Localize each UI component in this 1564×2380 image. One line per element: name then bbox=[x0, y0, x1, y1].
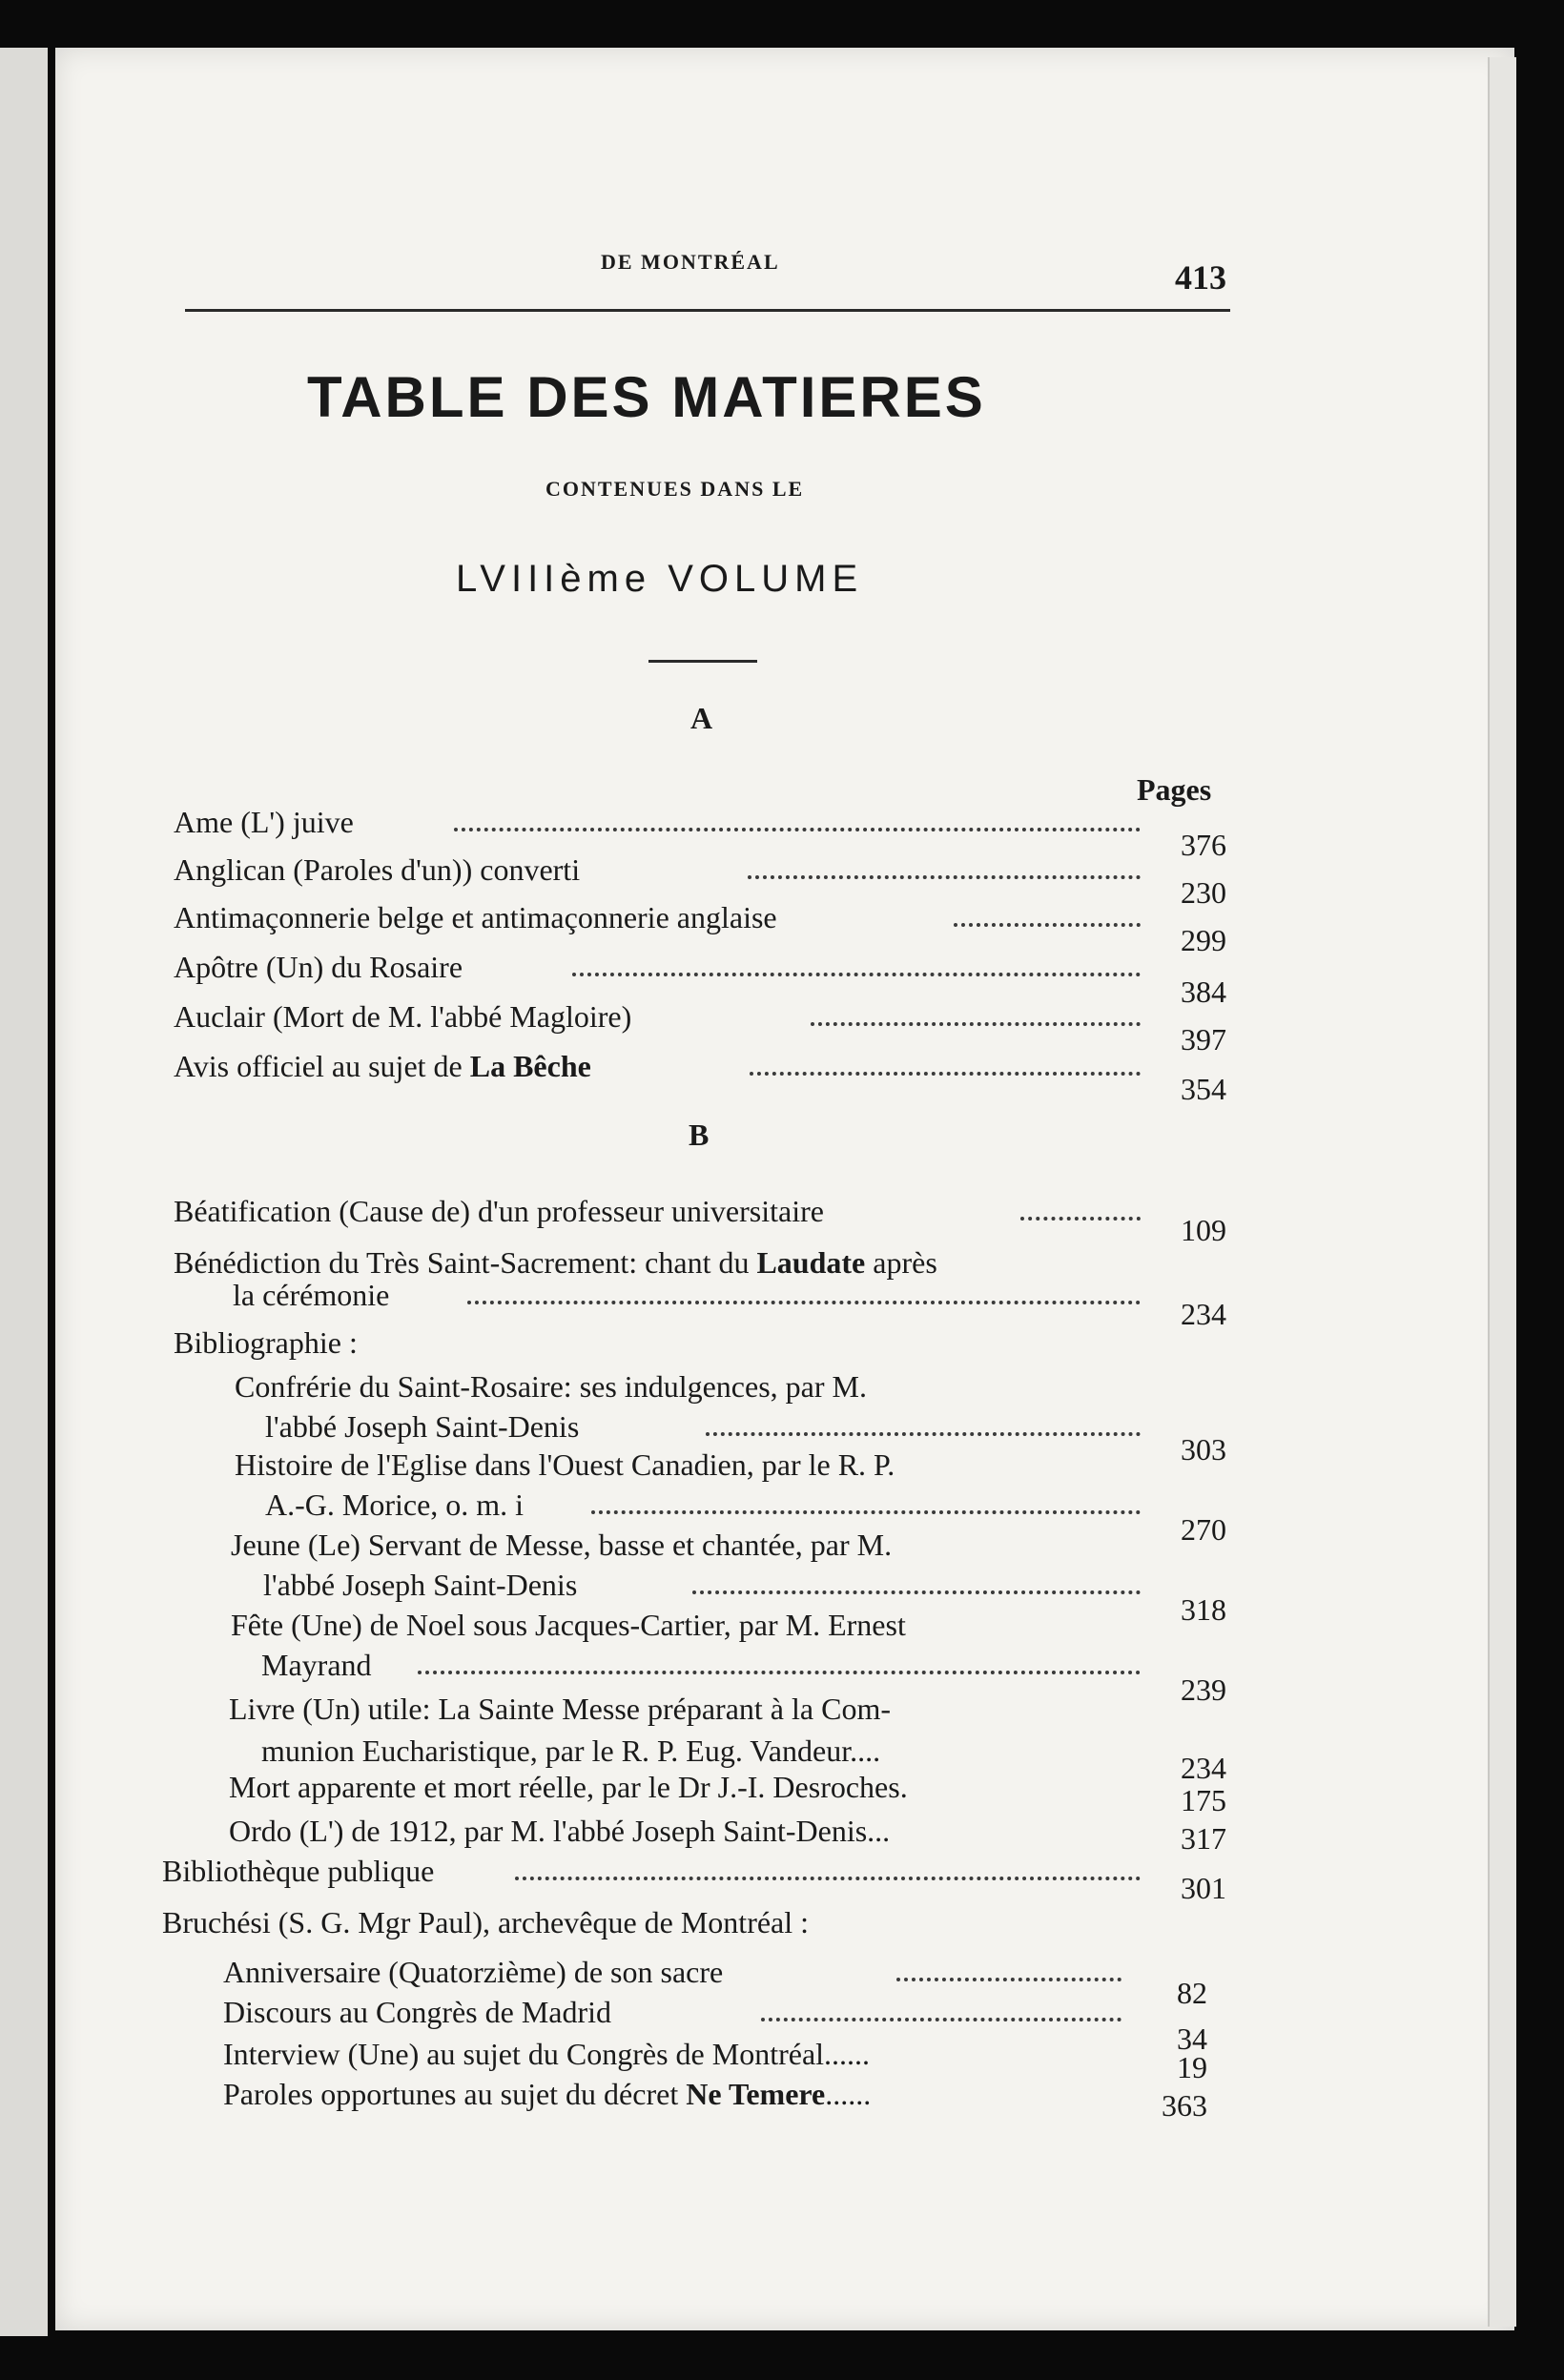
list-item: Anniversaire (Quatorzième) de son sacre bbox=[223, 1955, 724, 1989]
leader-dots bbox=[591, 1505, 1141, 1514]
pages-column-label: Pages bbox=[1137, 772, 1212, 807]
list-item: Histoire de l'Eglise dans l'Ouest Canadien, par le R. P. bbox=[235, 1447, 895, 1482]
list-item: Mort apparente et mort réelle, par le Dr J.-I. Desroches. bbox=[229, 1770, 908, 1804]
leader-dots bbox=[515, 1871, 1141, 1880]
page-ref: 109 bbox=[1181, 1213, 1226, 1247]
list-item: Bruchési (S. G. Mgr Paul), archevêque de Montréal : bbox=[162, 1905, 810, 1939]
leader-dots bbox=[572, 967, 1141, 976]
list-item: Avis officiel au sujet de La Bêche bbox=[174, 1049, 591, 1083]
page-title: TABLE DES MATIERES bbox=[307, 365, 986, 429]
list-item-continuation: Mayrand bbox=[261, 1648, 372, 1682]
list-item: Ordo (L') de 1912, par M. l'abbé Joseph Saint-Denis... bbox=[229, 1814, 891, 1848]
page-ref: 270 bbox=[1181, 1512, 1226, 1547]
list-item: Jeune (Le) Servant de Messe, basse et chantée, par M. bbox=[231, 1528, 893, 1562]
leader-dots bbox=[1020, 1211, 1141, 1221]
header-rule bbox=[185, 309, 1230, 312]
leader-dots bbox=[748, 870, 1141, 879]
page-ref: 82 bbox=[1177, 1976, 1207, 2010]
page-ref: 299 bbox=[1181, 923, 1226, 957]
running-header: DE MONTRÉAL bbox=[601, 250, 780, 274]
list-item: Bibliographie : bbox=[174, 1325, 358, 1360]
list-item-continuation: A.-G. Morice, o. m. i bbox=[265, 1488, 525, 1522]
leader-dots bbox=[418, 1665, 1141, 1674]
list-item: Auclair (Mort de M. l'abbé Magloire) bbox=[174, 999, 632, 1034]
page-number: 413 bbox=[1175, 258, 1226, 297]
list-item-continuation: l'abbé Joseph Saint-Denis bbox=[265, 1409, 580, 1444]
page-ref: 234 bbox=[1181, 1751, 1226, 1785]
page-ref: 397 bbox=[1181, 1022, 1226, 1057]
list-item: Paroles opportunes au sujet du décret Ne Temere...... bbox=[223, 2077, 872, 2111]
list-item-continuation: la cérémonie bbox=[233, 1278, 390, 1312]
leader-dots bbox=[750, 1066, 1141, 1076]
page-ref: 234 bbox=[1181, 1297, 1226, 1331]
page-ref: 318 bbox=[1181, 1592, 1226, 1627]
leader-dots bbox=[467, 1295, 1141, 1304]
subtitle: CONTENUES DANS LE bbox=[545, 477, 805, 501]
page-ref: 317 bbox=[1181, 1821, 1226, 1856]
leader-dots bbox=[761, 2012, 1122, 2021]
list-item: Confrérie du Saint-Rosaire: ses indulgences, par M. bbox=[235, 1369, 867, 1404]
page-ref: 376 bbox=[1181, 828, 1226, 862]
list-item: Antimaçonnerie belge et antimaçonnerie anglaise bbox=[174, 900, 777, 934]
adjacent-page-edge bbox=[0, 48, 48, 2336]
page-ref: 175 bbox=[1181, 1783, 1226, 1817]
section-letter-b: B bbox=[689, 1118, 710, 1152]
list-item-continuation: l'abbé Joseph Saint-Denis bbox=[263, 1568, 578, 1602]
list-item: Apôtre (Un) du Rosaire bbox=[174, 950, 463, 984]
page-ref: 303 bbox=[1181, 1432, 1226, 1467]
leader-dots bbox=[706, 1426, 1141, 1436]
leader-dots bbox=[896, 1972, 1122, 1981]
leader-dots bbox=[454, 822, 1141, 831]
list-item: Bibliothèque publique bbox=[162, 1854, 435, 1888]
list-item: Béatification (Cause de) d'un professeur universitaire bbox=[174, 1194, 824, 1228]
list-item: Discours au Congrès de Madrid bbox=[223, 1995, 612, 2029]
page-ref: 19 bbox=[1177, 2050, 1207, 2084]
title-divider bbox=[648, 660, 757, 663]
page-ref: 301 bbox=[1181, 1871, 1226, 1905]
list-item: Bénédiction du Très Saint-Sacrement: chant du Laudate après bbox=[174, 1245, 937, 1280]
leader-dots bbox=[954, 917, 1141, 927]
page-ref: 363 bbox=[1162, 2088, 1207, 2123]
volume-label: LVIIIème VOLUME bbox=[456, 558, 864, 600]
page-ref: 230 bbox=[1181, 875, 1226, 910]
list-item: Anglican (Paroles d'un)) converti bbox=[174, 852, 581, 887]
page-ref: 34 bbox=[1177, 2021, 1207, 2056]
page-ref: 384 bbox=[1181, 975, 1226, 1009]
leader-dots bbox=[692, 1585, 1141, 1594]
list-item-continuation: munion Eucharistique, par le R. P. Eug. Vandeur.... bbox=[261, 1734, 881, 1768]
page-edge bbox=[1488, 57, 1516, 2327]
list-item: Fête (Une) de Noel sous Jacques-Cartier, par M. Ernest bbox=[231, 1608, 906, 1642]
page-ref: 354 bbox=[1181, 1072, 1226, 1106]
page-ref: 239 bbox=[1181, 1672, 1226, 1707]
list-item: Interview (Une) au sujet du Congrès de Montréal...... bbox=[223, 2037, 871, 2071]
list-item: Ame (L') juive bbox=[174, 805, 354, 839]
leader-dots bbox=[811, 1016, 1141, 1026]
section-letter-a: A bbox=[690, 701, 713, 735]
list-item: Livre (Un) utile: La Sainte Messe préparant à la Com- bbox=[229, 1692, 891, 1726]
